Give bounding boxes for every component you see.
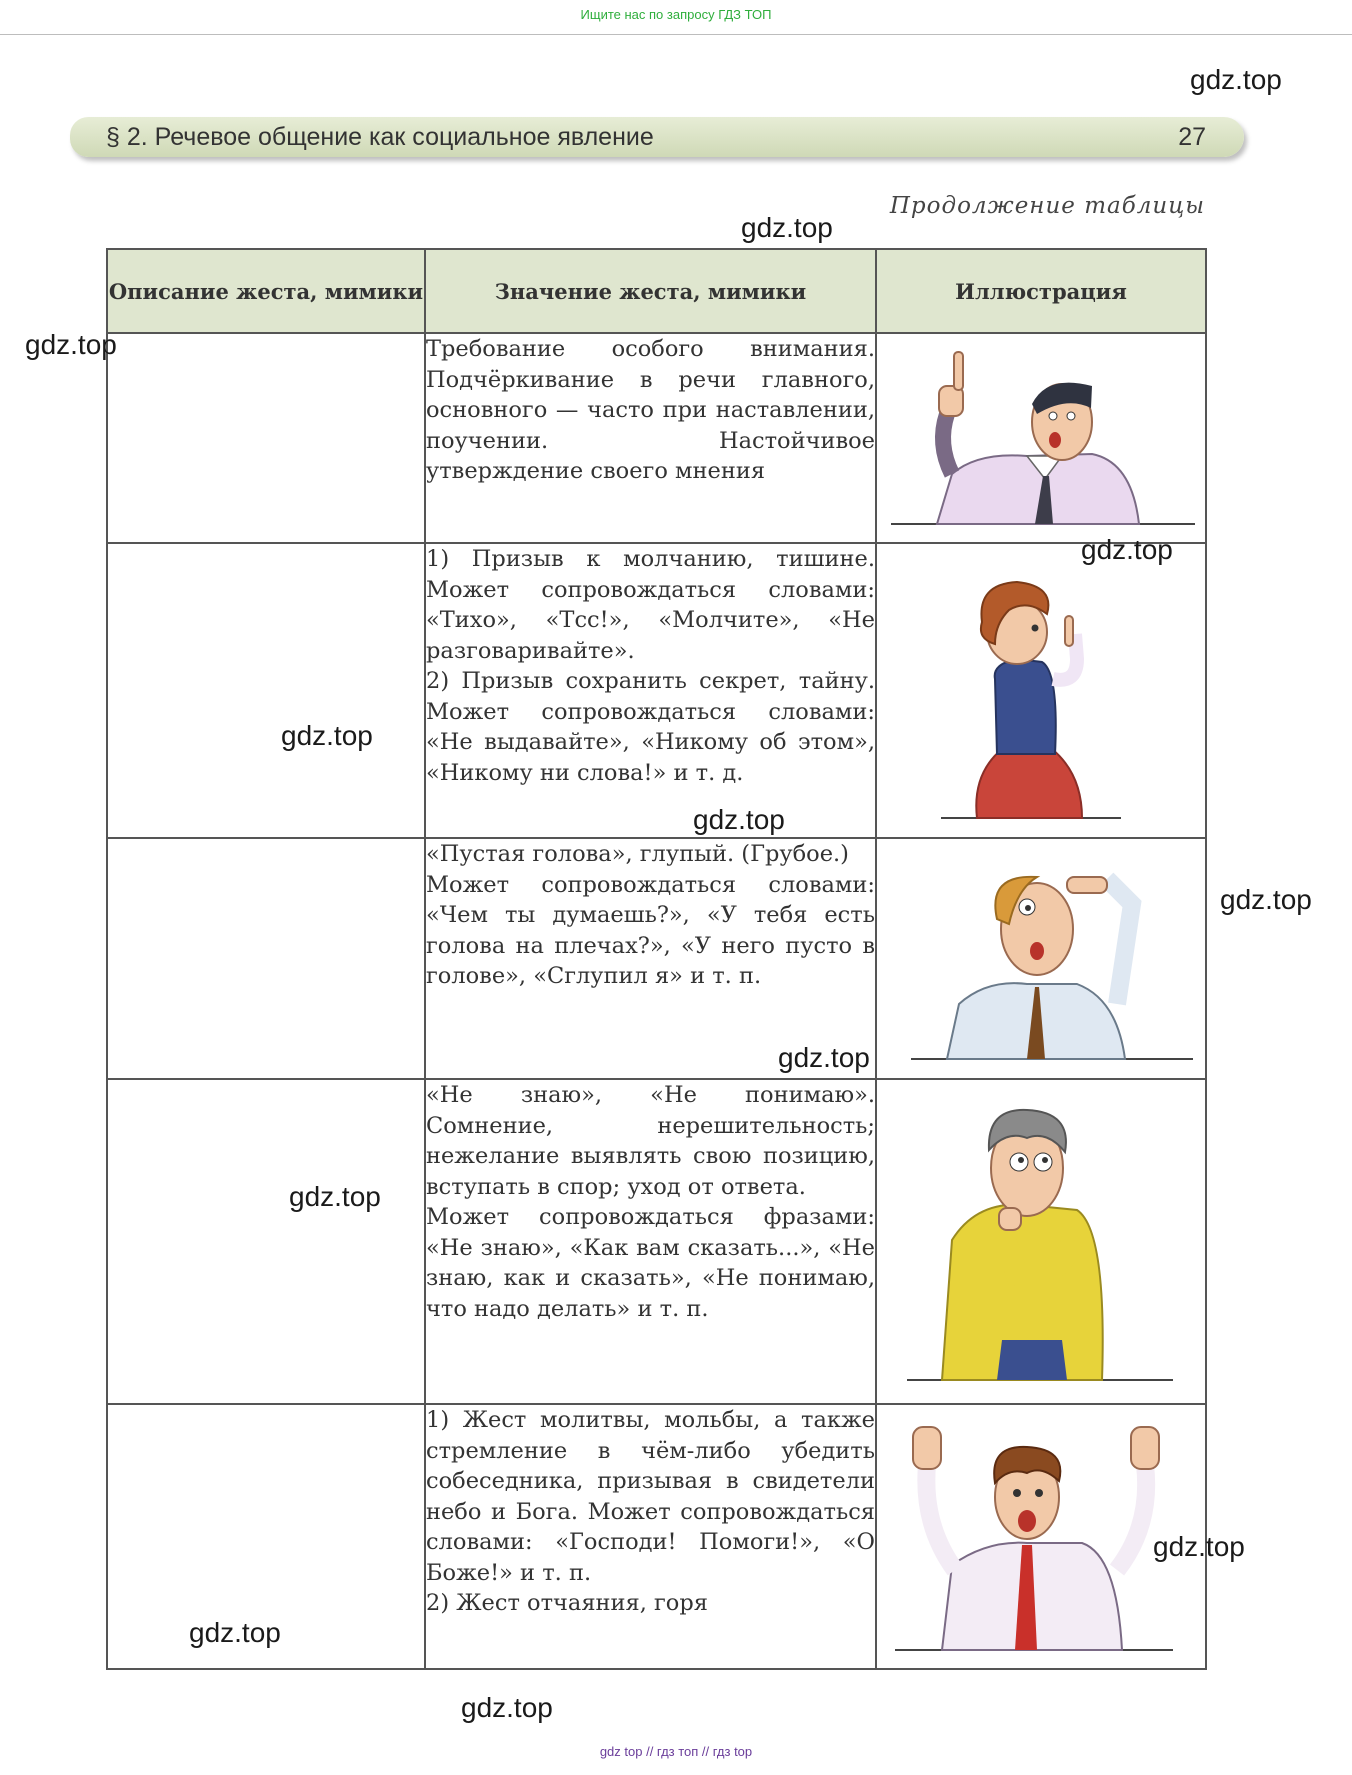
meaning-text: Может сопровождаться словами: «Чем ты думаешь?», «У тебя есть голова на плечах?», «У него пусто в голове», «Сглупил я» и т. п.	[426, 871, 875, 989]
page-number: 27	[1178, 123, 1206, 151]
illustration-cell	[876, 543, 1206, 838]
table-continuation-label: Продолжение таблицы	[889, 193, 1205, 219]
meaning-cell	[425, 1404, 876, 1669]
finger-to-lips-woman-icon	[877, 544, 1207, 839]
illustration-cell	[876, 1079, 1206, 1404]
header-illustration: Иллюстрация	[876, 249, 1206, 333]
watermark-text: gdz.top	[189, 1617, 281, 1648]
description-cell	[107, 1079, 425, 1404]
meaning-text: Может сопровождаться фразами: «Не знаю», «Как вам сказать...», «Не знаю, как и сказать», «Не понимаю, что надо делать» и т. п.	[426, 1204, 875, 1322]
illustration-cell	[876, 838, 1206, 1079]
top-banner	[0, 0, 1352, 35]
section-header-bar	[70, 117, 1244, 157]
table-row	[107, 838, 1206, 1079]
watermark-text: gdz.top	[741, 212, 833, 243]
illustration-cell	[876, 333, 1206, 543]
hand-on-chin-man-icon	[877, 1080, 1207, 1405]
meaning-cell	[425, 1079, 876, 1404]
watermark-text: gdz.top	[1081, 534, 1173, 565]
section-title: § 2. Речевое общение как социальное явление	[106, 123, 654, 151]
meaning-text: Требование особого внимания. Подчёркивание в речи главного, основного — часто при наставлении, поучении. Настойчивое утверждение своего мнения	[426, 336, 875, 484]
meaning-text: «Не знаю», «Не понимаю». Сомнение, нерешительность; нежелание выявлять свою позицию, вступать в спор; уход от ответа.	[426, 1082, 875, 1200]
watermark-text: gdz.top	[1220, 884, 1312, 915]
header-description: Описание жеста, мимики	[107, 249, 425, 333]
meaning-cell	[425, 333, 876, 543]
gestures-table	[106, 248, 1207, 1670]
bottom-links: gdz top // гдз топ // гдз top	[599, 1744, 753, 1759]
watermark-text: gdz.top	[693, 804, 785, 835]
table-row	[107, 1079, 1206, 1404]
description-cell	[107, 333, 425, 543]
meaning-text: 2) Жест отчаяния, горя	[426, 1590, 708, 1616]
description-cell	[107, 543, 425, 838]
meaning-cell	[425, 543, 876, 838]
watermark-text: gdz.top	[281, 720, 373, 751]
top-banner-text: Ищите нас по запросу ГДЗ ТОП	[580, 7, 772, 22]
table-header-row	[107, 249, 1206, 333]
raised-index-finger-man-icon	[877, 334, 1207, 544]
watermark-text: gdz.top	[1190, 64, 1282, 95]
header-meaning: Значение жеста, мимики	[425, 249, 876, 333]
meaning-text: «Пустая голова», глупый. (Грубое.)	[426, 841, 849, 867]
watermark-text: gdz.top	[778, 1042, 870, 1073]
tapping-forehead-man-icon	[877, 839, 1207, 1080]
watermark-text: gdz.top	[1153, 1531, 1245, 1562]
watermark-text: gdz.top	[25, 329, 117, 360]
meaning-text: 1) Призыв к молчанию, тишине. Может сопровождаться словами: «Тихо», «Тсс!», «Молчите», «Не разговаривайте».	[426, 546, 875, 664]
table-row	[107, 543, 1206, 838]
meaning-text: 1) Жест молитвы, мольбы, а также стремление в чём-либо убедить собеседника, призывая в свидетели небо и Бога. Может сопровождаться словами: «Господи! Помоги!», «О Боже!» и т. п.	[426, 1407, 875, 1586]
meaning-text: 2) Призыв сохранить секрет, тайну. Может сопровождаться словами: «Не выдавайте», «Никому об этом», «Никому ни слова!» и т. д.	[426, 668, 875, 786]
description-cell	[107, 838, 425, 1079]
table-row	[107, 333, 1206, 543]
watermark-text: gdz.top	[289, 1181, 381, 1212]
watermark-text: gdz.top	[461, 1692, 553, 1723]
